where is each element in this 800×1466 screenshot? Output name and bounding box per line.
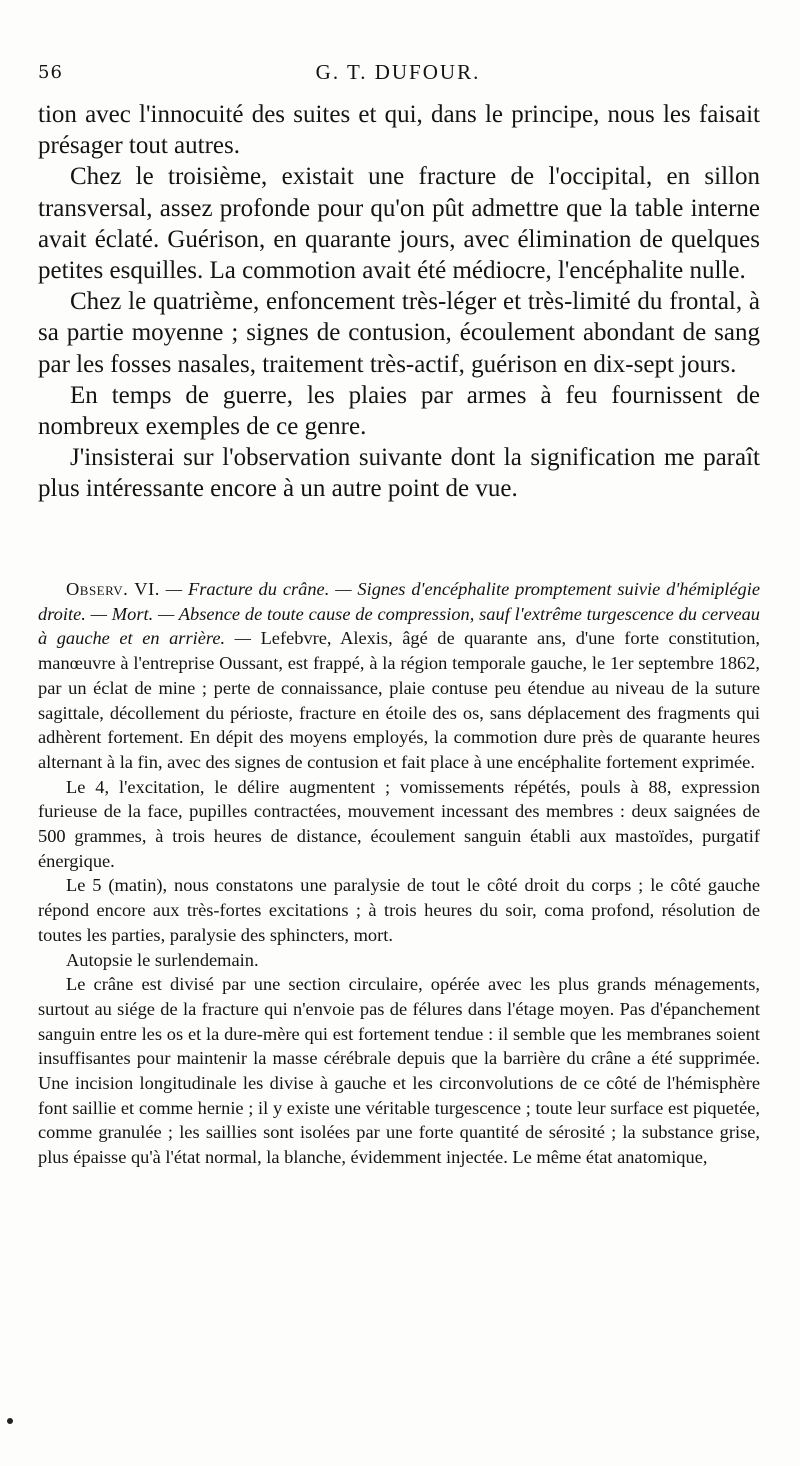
paragraph-next-observation: J'insisterai sur l'observation suivante dont la signification me paraît plus intéressante encore à un autre point de vue.	[38, 444, 760, 503]
paragraph-autopsy-heading: Autopsie le surlendemain.	[66, 949, 259, 970]
running-head: G. T. DUFOUR.	[315, 60, 481, 84]
paragraph-third-case: Chez le troisième, existait une fracture de l'occipital, en sillon transversal, assez profonde pour qu'on pût admettre que la table interne avait éclaté. Guérison, en quarante jours, avec élimination de quelques petites esquilles. La commotion avait été médiocre, l'encéphalite nulle.	[38, 163, 760, 285]
scan-speck	[7, 1418, 13, 1424]
observation-block	[38, 577, 760, 1170]
paragraph-war-wounds: En temps de guerre, les plaies par armes à feu fournissent de nombreux exemples de ce genre.	[38, 381, 760, 441]
paragraph-day-4: Le 4, l'excitation, le délire augmentent ; vomissements répétés, pouls à 88, expression furieuse de la face, pupilles contractées, mouvement incessant des membres : deux saignées de 500 grammes, à trois heures de distance, écoulement sanguin établi aux mastoïdes, purgatif énergique.	[38, 776, 760, 871]
page-header	[38, 58, 758, 92]
paragraph-autopsy-details: Le crâne est divisé par une section circulaire, opérée avec les plus grands ménagements, surtout au siége de la fracture qui n'envoie pas de félures dans l'étage moyen. Pas d'épanchement sanguin entre les os et la dure-mère qui est fortement tendue : il semble que les membranes soient insuffisantes pour maintenir la masse cérébrale depuis que la barrière du crâne a été supprimée. Une incision longitudinale les divise à gauche et les circonvolutions de ce côté de l'hémisphère font saillie et comme hernie ; il y existe une véritable turgescence ; toute leur surface est piquetée, comme granulée ; les saillies sont isolées par une forte quantité de sérosité ; la substance grise, plus épaisse qu'à l'état normal, la blanche, évidemment injectée. Le même état anatomique,	[38, 974, 760, 1168]
main-text-large	[38, 99, 760, 505]
paragraph-continuation: tion avec l'innocuité des suites et qui, dans le principe, nous les faisait présager tout autres.	[38, 101, 760, 160]
paragraph-fourth-case: Chez le quatrième, enfoncement très-léger et très-limité du frontal, à sa partie moyenne ; signes de contusion, écoulement abondant de sang par les fosses nasales, traitement très-actif, guérison en dix-sept jours.	[38, 288, 760, 378]
observation-label: Observ. VI.	[66, 579, 160, 599]
observation-intro: Lefebvre, Alexis, âgé de quarante ans, d'une forte constitution, manœuvre à l'entreprise Oussant, est frappé, à la région temporale gauche, le 1er septembre 1862, par un éclat de mine ; perte de connaissance, plaie contuse peu étendue au niveau de la suture sagittale, décollement du périoste, fracture en étoile des os, sans déplacement des fragments qui adhèrent fortement. En dépit des moyens employés, la commotion dure près de quarante heures alternant à la fin, avec des signes de contusion et fait place à une encéphalite fortement exprimée.	[38, 628, 761, 772]
paragraph-day-5: Le 5 (matin), nous constatons une paralysie de tout le côté droit du corps ; le côté gauche répond encore aux très-fortes excitations ; à trois heures du soir, coma profond, résolution de toutes les parties, paralysie des sphincters, mort.	[38, 875, 760, 945]
observation-title: — Fracture du crâne. — Signes d'encéphalite promptement suivie d'hémiplégie droite. — Mort. — Absence de toute cause de compression, sauf l'extrême turgescence du cerveau à gauche et en arrière. —	[38, 579, 760, 649]
page-number: 56	[38, 62, 63, 83]
observation-paragraph	[38, 577, 760, 775]
